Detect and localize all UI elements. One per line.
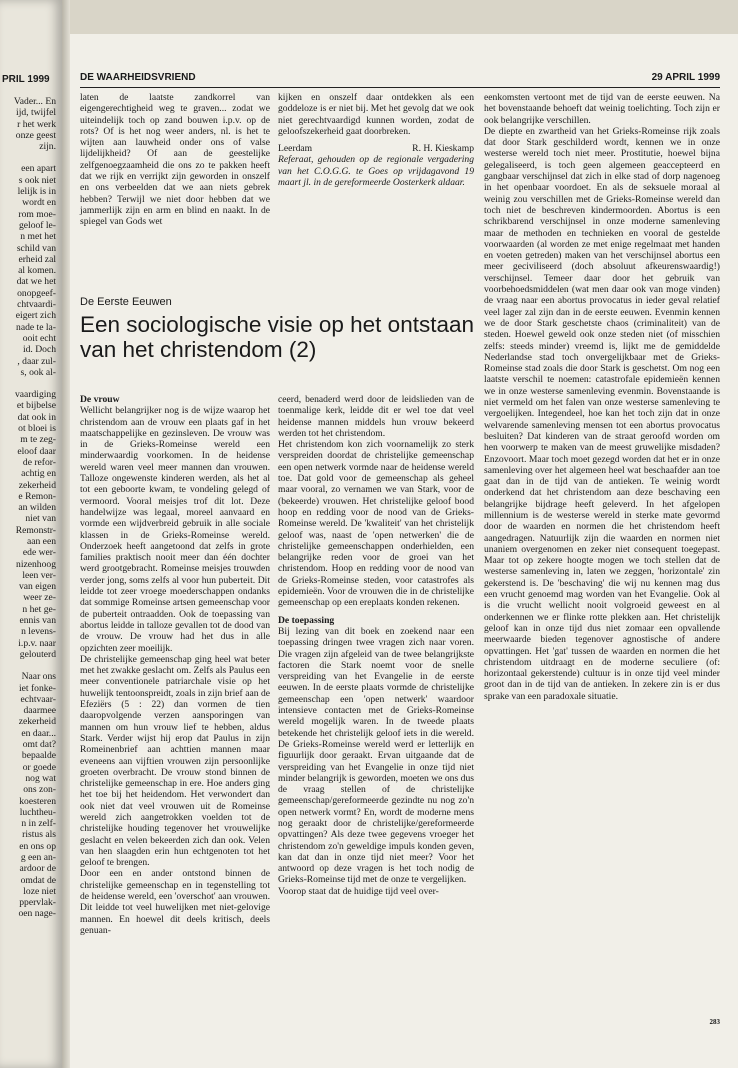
left-page-line: nade te la- <box>16 321 56 333</box>
left-page-line: dat ook in <box>17 411 56 423</box>
article-column-2 <box>278 394 474 897</box>
left-page-line: Vader... En <box>13 96 56 107</box>
page-number: 283 <box>709 1018 720 1026</box>
left-page-line: i.p.v. naar <box>18 637 56 649</box>
article-column-3 <box>484 92 720 702</box>
article-column-1 <box>80 394 270 936</box>
left-page-line: eloof daar <box>17 445 56 457</box>
left-page-line: echtvaar- <box>20 693 56 705</box>
left-page-line: Naar ons <box>21 671 56 683</box>
top-column-2 <box>278 92 474 188</box>
left-page-line <box>0 378 56 389</box>
article-kicker: De Eerste Eeuwen <box>80 296 172 308</box>
left-page-line: de refor- <box>22 456 56 468</box>
left-page-line: s ook niet <box>18 174 56 186</box>
left-page-line: n levens- <box>21 626 56 638</box>
left-page-line: r het werk <box>17 118 56 130</box>
left-page-line: schild van <box>16 242 56 254</box>
left-page-line: dat we het <box>16 276 56 288</box>
left-page-line: een apart <box>21 163 56 175</box>
left-page-line: rom moe- <box>18 208 56 220</box>
left-page-line: ardoor de <box>19 863 56 875</box>
left-page-line: ppervlak- <box>19 897 56 909</box>
left-page-line: zekerheid <box>18 716 56 728</box>
signature-place: Leerdam <box>278 143 313 155</box>
article-paragraph: eenkomsten vertoont met de tijd van de eerste eeuwen. Na het bovenstaande behoeft dat weinig toelichting. Toch zijn er ook belangrijke verschillen. <box>484 92 720 126</box>
left-page-line: s, ook al- <box>20 366 56 378</box>
left-page-line: n in zelf- <box>21 818 56 830</box>
referaat-note: Referaat, gehouden op de regionale vergadering van het C.O.G.G. te Goes op vrijdagavond 19 maart jl. in de gereformeerde Oosterkerk aldaar. <box>278 154 474 189</box>
article-paragraph: Het christendom kon zich voornamelijk zo sterk verspreiden doordat de christelijke gemeenschap een open netwerk vormde naar de heidense wereld toe. Dat gold voor de gemeenschap als geheel maar vooral, zo vernamen we van Stark, voor de (bekeerde) vrouwen. Het christelijke geloof bood hoop en redding voor de nood van de Grieks-Romeinse wereld. De 'kwaliteit' van het christelijk geloof was, naast de 'open netwerken' die de christelijke gemeenschappen onderhielden, een belangrijke reden voor de groei van het christendom. Hoop en redding voor de nood van de Grieks-Romeinse steden, voor catastrofes als epidemieën. Voor de vrouwen die in de christelijke gemeenschap op een ereplaats konden rekenen. <box>278 439 474 609</box>
article-paragraph: De christelijke gemeenschap ging heel wat beter met het zwakke geslacht om. Zelfs als Paulus een meer conventionele patriarchale visie op het huwelijk tentoonspreidt, zoals in zijn brief aan de Efeziërs (5 : 22) dan vormen de tien daaropvolgende verzen aansporingen van mannen om hun vrouw lief te hebben, aldus Stark. Verder wijst hij erop dat Paulus in zijn Romeinenbrief aan achttien mannen maar eveneens aan vijftien vrouwen zijn persoonlijke groeten overbracht. De vrouw stond binnen de christelijke gemeenschap in ere. Hoe anders ging het toe bij het heidendom. Het verwondert dan ook niet dat veel vrouwen uit de Romeinse wereld zich aangetrokken voelden tot de christelijke houding tegenover het vrouwelijke geslacht en velen bekeerden zich dan ook. Velen van hen slaagden erin hun echtgenoten tot het geloof te brengen. <box>80 653 270 869</box>
left-page-line: wordt en <box>22 197 56 209</box>
header-rule <box>80 87 720 88</box>
left-page-line: al komen. <box>18 265 56 277</box>
article-paragraph: Door een en ander ontstond binnen de christelijke gemeenschap en in tegenstelling tot de heidense wereld, een 'overschot' aan vrouwen. Dit leidde tot veel huwelijken met niet-gelovige mannen. En hoewel dit deels kritisch, deels genuan- <box>80 868 270 936</box>
left-page-line: achtig en <box>21 468 56 480</box>
left-page-line: Remonstr- <box>15 524 56 536</box>
left-page-line: aan een <box>26 535 56 547</box>
top-col2-text: kijken en onszelf daar ontdekken als een goddeloze is er niet bij. Met het gevolg dat we ook niet gerechtvaardigd kunnen worden, zodat de geloofszekerheid gaat doorbreken. <box>278 92 474 137</box>
left-page-line: loze niet <box>23 885 56 897</box>
left-page-line: gelouterd <box>19 648 56 660</box>
article-paragraph: Bij lezing van dit boek en zoekend naar een toepassing dringen twee vragen zich naar voren. Die vragen zijn afgeleid van de twee belangrijkste factoren die Stark noemt voor de snelle verspreiding van het Evangelie in de eerste eeuwen. In de eerste plaats vormde de christelijke gemeenschap een 'open netwerk' waardoor intensieve contacten met de Grieks-Romeinse wereld mogelijk waren. In de tweede plaats betekende het christelijk geloof iets in die wereld. De Grieks-Romeinse wereld werd er letterlijk en figuurlijk door geraakt. Ervan uitgaande dat de verspreiding van het Evangelie in onze tijd niet minder belangrijk is geworden, moeten we ons dus de vraag stellen of de christelijke gemeenschap/gereformeerde gezindte nu nog zo'n open netwerk vormt? En, wordt de moderne mens nog geraakt door de christelijke/gereformeerde opvattingen? Als deze twee gegevens vroeger het christendom zo'n geweldige impuls konden geven, kan dat dan in onze tijd niet meer? Voor het antwoord op deze vragen is het toch nodig de Grieks-Romeinse tijd met de onze te vergelijken. <box>278 625 474 886</box>
left-page-line: chtvaardi- <box>17 299 56 311</box>
left-page-line: , daar zul- <box>17 355 56 367</box>
left-page-line: oen nage- <box>18 908 56 920</box>
left-page-line: vaardiging <box>14 389 56 401</box>
left-page-header: PRIL 1999 <box>2 74 50 85</box>
left-page-line: ristus als <box>22 829 56 841</box>
left-page-line: koesteren <box>19 795 56 807</box>
left-page-line: n het ge- <box>22 603 56 615</box>
signature <box>278 143 474 154</box>
article-paragraph: Wellicht belangrijker nog is de wijze waarop het christendom aan de vrouw een plaats gaf in het maatschappelijke en gezinsleven. De vrouw was in de Grieks-Romeinse wereld een minderwaardig voorkomen. In de heidense wereld waren veel meer mannen dan vrouwen. Talloze ongewenste kinderen werden, als het al tot een geboorte kwam, te vondeling gelegd of vermoord. Vooral meisjes trof dit lot. Deze handelwijze was legaal, moreel aanvaard en vormde een wijdverbreid gebruik in alle sociale klassen in de Grieks-Romeinse wereld. Onderzoek heeft aangetoond dat zelfs in grote families praktisch nooit meer dan één dochter werd grootgebracht. Romeinse meisjes trouwden verder jong, soms zelfs al voor hun puberteit. Dit leidde tot zeer vroege moederschappen ondanks dat sommige Romeinse artsen gemeenschap voor de puberteit ontraadden. Ook de toepassing van abortus leidde in talloze gevallen tot de dood van de vrouw. De vrouw had het dus in alle opzichten zeer moeilijk. <box>80 405 270 654</box>
left-page-line: an wilden <box>18 502 56 514</box>
right-page <box>70 34 738 1068</box>
top-column-1 <box>80 92 270 228</box>
left-page-line: ons zon- <box>23 784 56 796</box>
left-page-line <box>0 660 56 671</box>
article-paragraph: De diepte en zwartheid van het Grieks-Romeinse rijk zoals dat door Stark geschilderd wordt, kennen we in onze westerse wereld toch niet meer. Prostitutie, hoewel bijna gelegaliseerd, is toch geen algemeen geaccepteerd en gangbaar verschijnsel dat zich in elke stad of dorp nagenoeg in het openbaar voordoet. En als de seksuele moraal al weinig zou verschillen met de Grieks-Romeinse wereld dan toch niet de beschreven kindermoorden. Abortus is een schrikbarend verschijnsel in onze moderne samenleving maar de methoden en technieken en vooral de gestelde voorwaarden (al worden ze met enige regelmaat met handen en voeten getreden) maken van het verschijnsel abortus een meer geciviliseerd (doch absoluut afkeurenswaardig!) verschijnsel. Temeer daar door het gebruik van voorbehoedsmiddelen (wat men daar ook van moge vinden) de vraag naar een abortus provocatus in ieder geval relatief veel lager zal zijn dan in de eerste eeuwen. Evenmin kennen we de door Stark geschetste chaos (criminaliteit) van de steden. Hoewel geweld ook onze steden niet (of misschien zelfs: steeds minder) vreemd is, lijkt me de gemiddelde Nederlandse stad toch onvergelijkbaar met de Grieks-Romeinse stad zoals die door Stark is geschetst. Om nog een laatste verschil te noemen: catastrofale epidemieën kennen we in onze westerse samenleving evenmin. Bovenstaande is niet vermeld om het falen van onze westerse samenleving te vergoelijken. Integendeel, hoe kan het toch zijn dat in onze welvarende samenleving mensen tot een abortus provocatus besluiten? Dat kinderen van de straat geroofd worden om hen voorwerp te maken van de meest gruwelijke misdaden? Enzovoort. Maar toch moet gezegd worden dat het er in onze samenleving over het algemeen heel wat beschaafder aan toe gaat dan in de tijd van de antieken. Te weinig wordt onderkend dat het christendom aan deze beschaving een belangrijke bijdrage heeft geleverd. In het afgelopen millennium is de westerse wereld in sterke mate gevormd door de waarden en normen die het christendom heeft aangedragen. Natuurlijk zijn die waarden en normen niet unaniem overgenomen en zeker niet consequent toegepast. Maar tot op zekere hoogte mogen we toch stellen dat de westerse samenleving in, laten we zeggen, 'horizontale' zin gekerstend is. De 'beschaving' die wij nu kennen mag dus een vrucht genoemd mag worden van het Evangelie. Ook al is die vrucht wellicht nooit volgroeid geweest en al onderkennen we er flinke rotte plekken aan. Het christelijk geloof kan in onze tijd dus niet zomaar een opvallende meerwaarde bieden tegenover agnostische of andere opvattingen. Het 'gat' tussen de waarden en normen die het christendom uitdraagt en de moderne seculiere (of: horizontaal gekerstende) cultuur is in onze tijd veel minder groot dan in de tijd van de antieken. In zekere zin is er dus sprake van een paradoxale situatie. <box>484 125 720 702</box>
left-page-line: weer ze- <box>23 592 56 604</box>
left-page-line: n met het <box>20 231 56 243</box>
left-page-line: ede wer- <box>22 547 56 559</box>
left-page-line: ot bloei is <box>18 423 56 435</box>
left-page-line: van eigen <box>18 581 56 593</box>
left-page-line: ennis van <box>19 615 56 627</box>
left-page-line: m te zeg- <box>20 434 56 446</box>
article-title: Een sociologische visie op het ontstaan van het christendom (2) <box>80 312 475 362</box>
left-page-line: or goede <box>22 761 56 773</box>
left-page-line: nog wat <box>25 772 56 784</box>
left-page-line: en ons op <box>19 840 56 852</box>
left-page-line: niet van <box>25 513 56 525</box>
left-page-line: onopgeef- <box>17 287 56 299</box>
left-page-line: et bijbelse <box>16 400 56 412</box>
left-page-line: luchtheu- <box>19 806 56 818</box>
left-page-line: en daar... <box>21 727 56 739</box>
left-page-line: ooit echt <box>22 332 56 344</box>
left-page-line: eigert zich <box>15 310 56 322</box>
left-page-line: geloof le- <box>18 219 56 231</box>
left-page-line: g een an- <box>20 852 56 863</box>
left-page-line: omt dat? <box>22 739 56 751</box>
article-paragraph: Voorop staat dat de huidige tijd veel over- <box>278 885 439 897</box>
left-page-line: zijn. <box>39 141 56 153</box>
publication-title: DE WAARHEIDSVRIEND <box>80 72 196 83</box>
running-header <box>80 72 720 86</box>
left-page <box>0 0 62 1068</box>
left-page-line <box>0 152 56 163</box>
left-page-text <box>0 96 56 920</box>
left-page-line: daarmee <box>23 705 56 717</box>
article-paragraph: ceerd, benaderd werd door de leidslieden van de toenmalige kerk, leidde dit er wel toe dat veel heidense mannen middels hun vrouw bekeerd werden tot het christendom. <box>278 394 474 439</box>
left-page-line: zekerheid <box>18 479 56 491</box>
left-page-line: omdat de <box>20 874 56 886</box>
left-page-line: iet fonke- <box>18 682 56 694</box>
left-page-line: bepaalde <box>21 750 56 762</box>
subhead-de-toepassing: De toepassing <box>278 614 335 626</box>
issue-date: 29 APRIL 1999 <box>651 72 720 83</box>
signature-author: R. H. Kieskamp <box>412 143 474 155</box>
left-page-line: id. Doch <box>22 344 56 356</box>
left-page-line: erheid zal <box>18 253 56 265</box>
page-gutter <box>62 0 70 1068</box>
left-page-line: onze geest <box>15 129 56 141</box>
left-page-line: ijd, twijfel <box>16 107 56 119</box>
left-page-line: leen ver- <box>22 569 56 581</box>
top-col1-text: laten de laatste zandkorrel van eigengerechtigheid weg te graven... zodat we uiteindelijk toch op zand bouwen i.p.v. op de rots? Of is het nog weer anders, nl. is het te wijten aan lauwheid onder ons of valse lijdelijkheid? Of aan de geestelijke zelfgenoegzaamheid die ons zo te pakken heeft dat we rijk en verrijkt zijn geworden in onszelf en ons verbeelden dat we aan niets gebrek hebben? Terwijl we niet door hebben dat we jammerlijk zijn en arm en blind en naakt. In de spiegel van Gods wet <box>80 92 270 228</box>
subhead-de-vrouw: De vrouw <box>80 394 120 405</box>
left-page-line: nizenhoog <box>16 558 56 570</box>
left-page-line: lelijk is in <box>17 186 56 198</box>
left-page-line: e Remon- <box>18 490 56 502</box>
